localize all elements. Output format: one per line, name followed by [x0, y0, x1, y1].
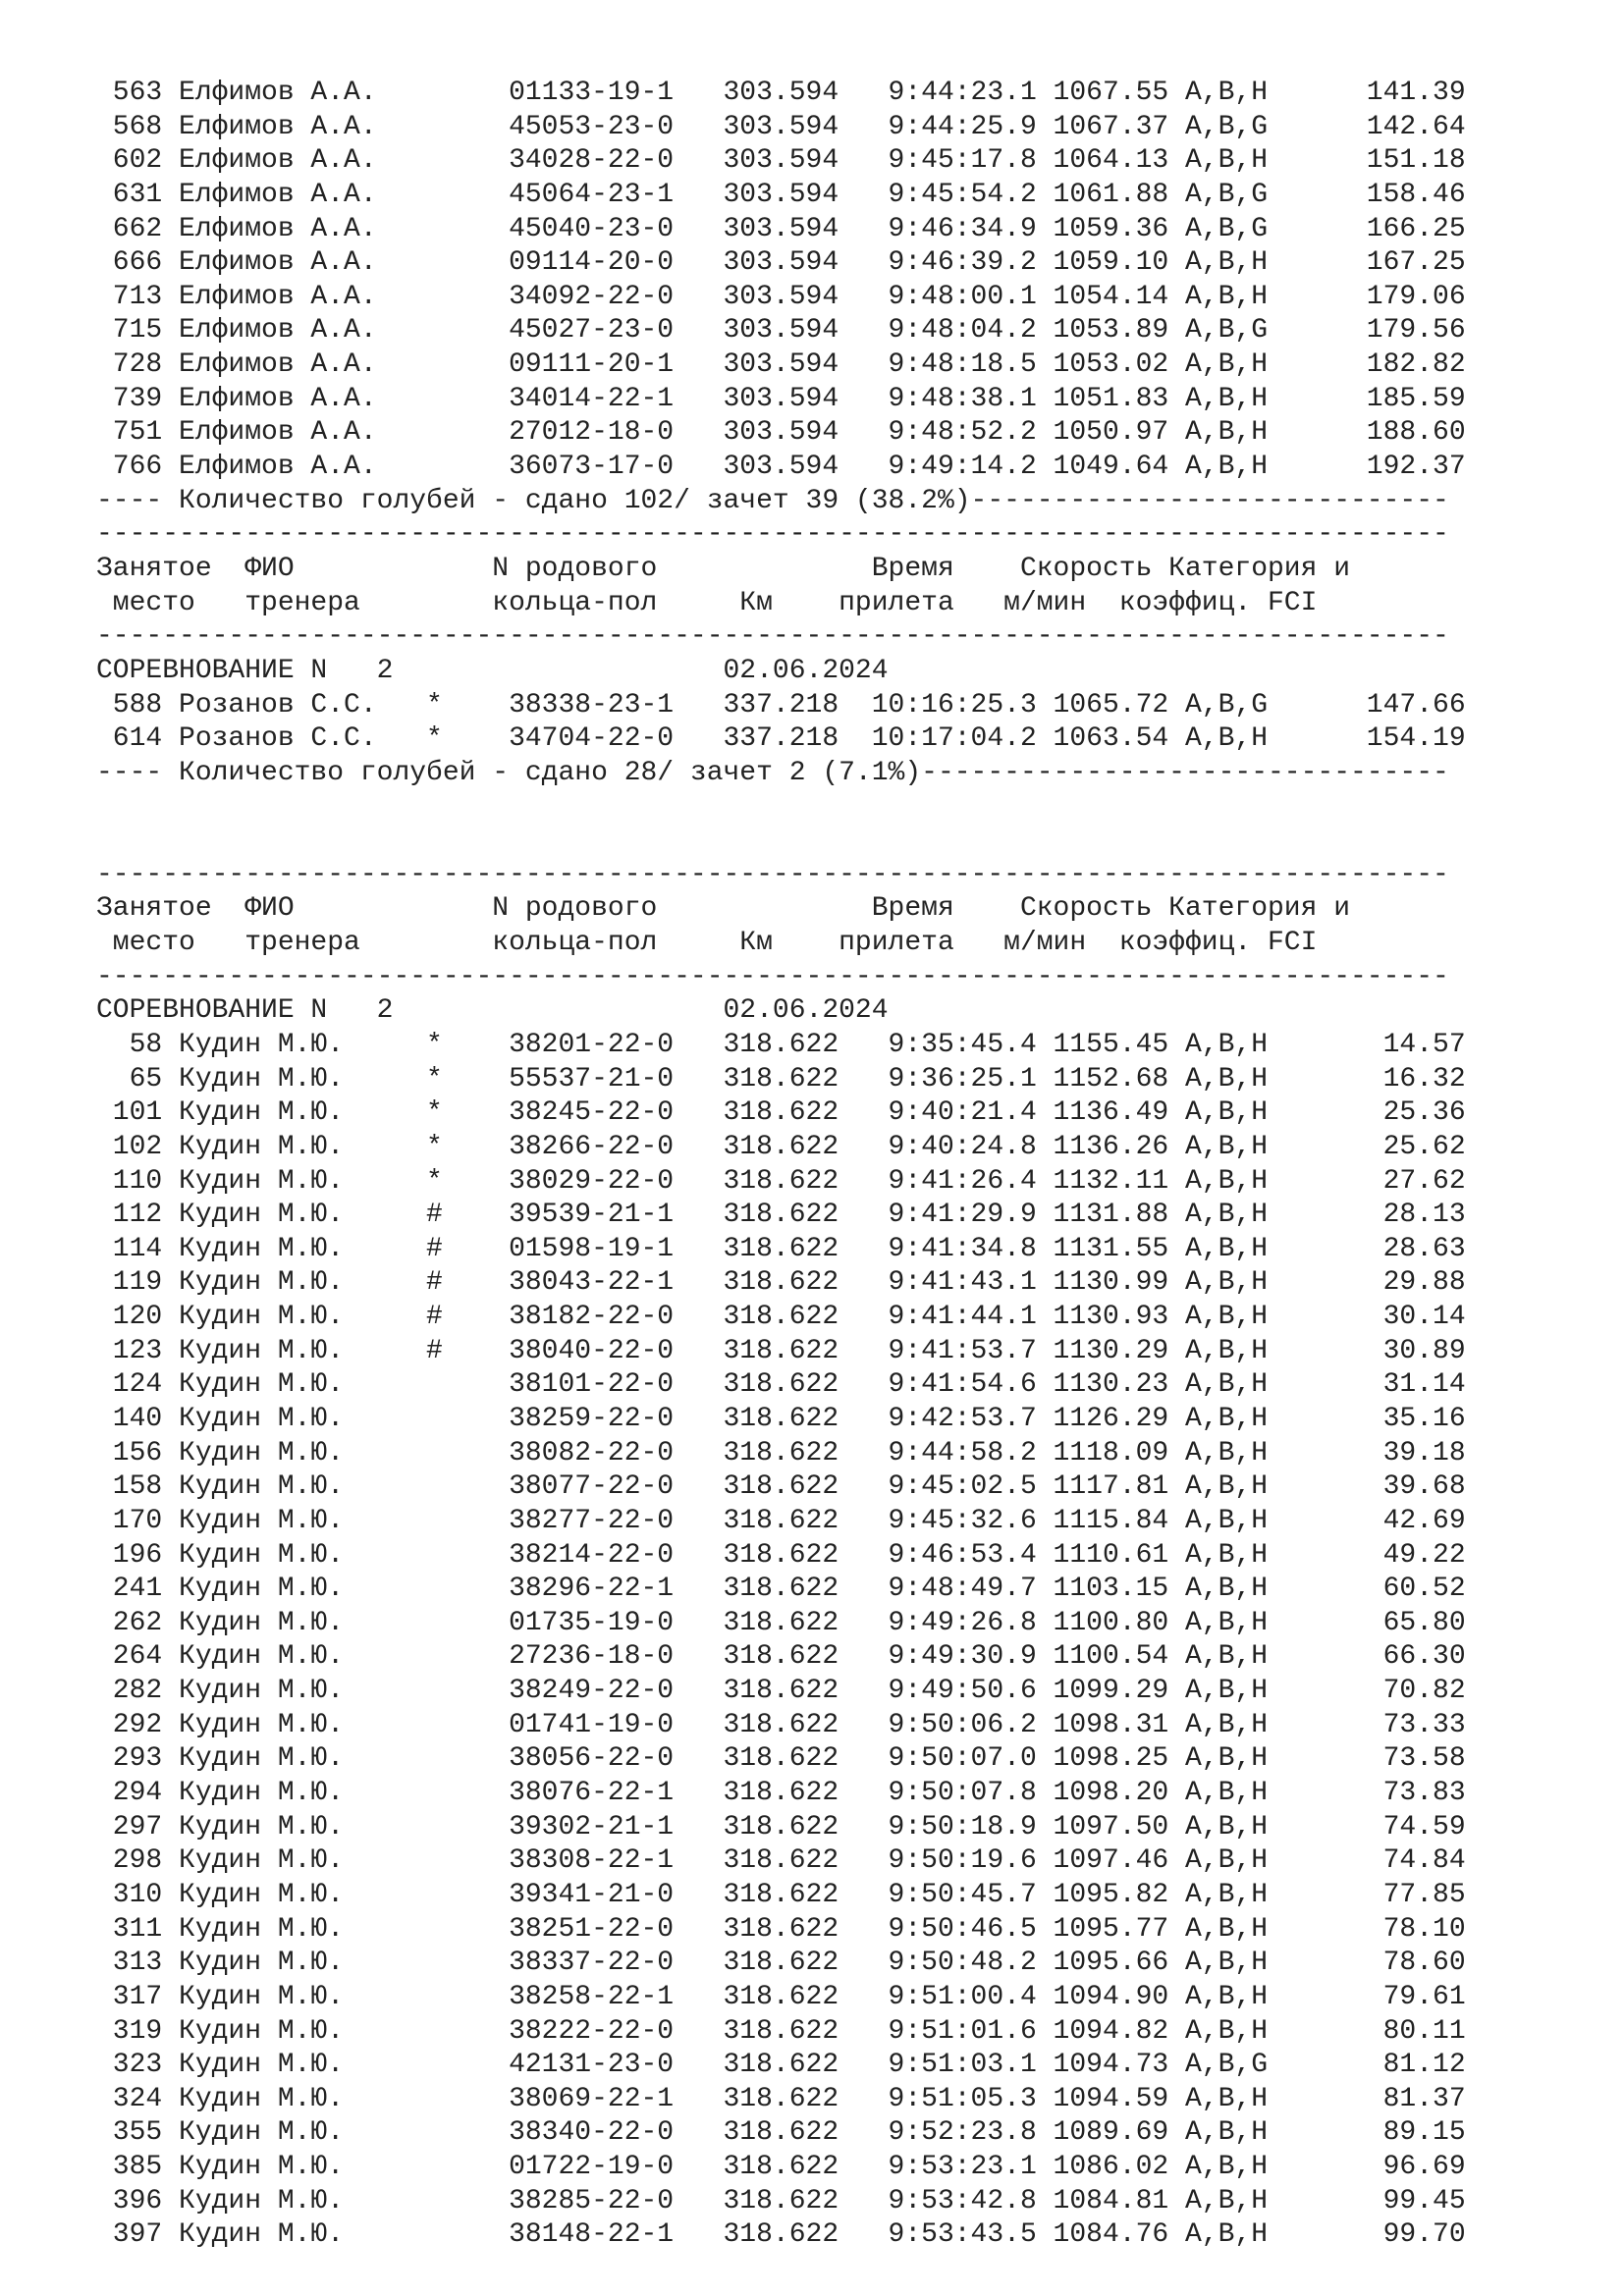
result-row: 264 Кудин М.Ю. 27236-18-0 318.622 9:49:30.9 1100.54 A,B,H 66.30	[96, 1641, 1466, 1673]
results-document	[96, 77, 1466, 2253]
result-row: 385 Кудин М.Ю. 01722-19-0 318.622 9:53:23.1 1086.02 A,B,H 96.69	[96, 2152, 1466, 2183]
result-row: 101 Кудин М.Ю. * 38245-22-0 318.622 9:40:21.4 1136.49 A,B,H 25.36	[96, 1097, 1466, 1129]
result-row: 311 Кудин М.Ю. 38251-22-0 318.622 9:50:46.5 1095.77 A,B,H 78.10	[96, 1913, 1466, 1945]
result-row: 196 Кудин М.Ю. 38214-22-0 318.622 9:46:53.4 1110.61 A,B,H 49.22	[96, 1539, 1466, 1571]
result-row: 715 Елфимов А.А. 45027-23-0 303.594 9:48:04.2 1053.89 A,B,G 179.56	[96, 315, 1466, 347]
result-row: 602 Елфимов А.А. 34028-22-0 303.594 9:45:17.8 1064.13 A,B,H 151.18	[96, 145, 1466, 177]
result-row: 170 Кудин М.Ю. 38277-22-0 318.622 9:45:32.6 1115.84 A,B,H 42.69	[96, 1505, 1466, 1536]
summary-line: ---- Количество голубей - сдано 102/ зачет 39 (38.2%)-----------------------------	[96, 485, 1449, 516]
result-row: 298 Кудин М.Ю. 38308-22-1 318.622 9:50:19.6 1097.46 A,B,H 74.84	[96, 1845, 1466, 1877]
result-row: 662 Елфимов А.А. 45040-23-0 303.594 9:46:34.9 1059.36 A,B,G 166.25	[96, 213, 1466, 244]
competition-line: СОРЕВНОВАНИЕ N 2 02.06.2024	[96, 655, 889, 686]
result-row: 319 Кудин М.Ю. 38222-22-0 318.622 9:51:01.6 1094.82 A,B,H 80.11	[96, 2015, 1466, 2047]
result-row: 112 Кудин М.Ю. # 39539-21-1 318.622 9:41:29.9 1131.88 A,B,H 28.13	[96, 1200, 1466, 1231]
result-row: 563 Елфимов А.А. 01133-19-1 303.594 9:44:23.1 1067.55 A,B,H 141.39	[96, 78, 1466, 108]
result-row: 588 Розанов С.С. * 38338-23-1 337.218 10:16:25.3 1065.72 A,B,G 147.66	[96, 689, 1466, 721]
result-row: 317 Кудин М.Ю. 38258-22-1 318.622 9:51:00.4 1094.90 A,B,H 79.61	[96, 1981, 1466, 2012]
result-row: 58 Кудин М.Ю. * 38201-22-0 318.622 9:35:45.4 1155.45 A,B,H 14.57	[96, 1029, 1466, 1060]
result-row: 294 Кудин М.Ю. 38076-22-1 318.622 9:50:07.8 1098.20 A,B,H 73.83	[96, 1778, 1466, 1809]
blank-line	[96, 790, 1466, 825]
result-row: 241 Кудин М.Ю. 38296-22-1 318.622 9:48:49.7 1103.15 A,B,H 60.52	[96, 1574, 1466, 1605]
result-row: 310 Кудин М.Ю. 39341-21-0 318.622 9:50:45.7 1095.82 A,B,H 77.85	[96, 1879, 1466, 1910]
result-row: 568 Елфимов А.А. 45053-23-0 303.594 9:44:25.9 1067.37 A,B,G 142.64	[96, 111, 1466, 142]
result-row: 313 Кудин М.Ю. 38337-22-0 318.622 9:50:48.2 1095.66 A,B,H 78.60	[96, 1948, 1466, 1979]
column-header-line: место тренера кольца-пол Км прилета м/мин коэффиц. FCI	[96, 928, 1318, 959]
result-row: 713 Елфимов А.А. 34092-22-0 303.594 9:48:00.1 1054.14 A,B,H 179.06	[96, 281, 1466, 312]
result-row: 766 Елфимов А.А. 36073-17-0 303.594 9:49:14.2 1049.64 A,B,H 192.37	[96, 452, 1466, 483]
result-row: 140 Кудин М.Ю. 38259-22-0 318.622 9:42:53.7 1126.29 A,B,H 35.16	[96, 1403, 1466, 1434]
result-row: 728 Елфимов А.А. 09111-20-1 303.594 9:48:18.5 1053.02 A,B,H 182.82	[96, 349, 1466, 381]
result-row: 65 Кудин М.Ю. * 55537-21-0 318.622 9:36:25.1 1152.68 A,B,H 16.32	[96, 1063, 1466, 1095]
result-row: 324 Кудин М.Ю. 38069-22-1 318.622 9:51:05.3 1094.59 A,B,H 81.37	[96, 2083, 1466, 2114]
result-row: 156 Кудин М.Ю. 38082-22-0 318.622 9:44:58.2 1118.09 A,B,H 39.18	[96, 1437, 1466, 1468]
result-row: 124 Кудин М.Ю. 38101-22-0 318.622 9:41:54.6 1130.23 A,B,H 31.14	[96, 1369, 1466, 1401]
separator-line: ----------------------------------------------------------------------------------	[96, 621, 1449, 653]
result-row: 282 Кудин М.Ю. 38249-22-0 318.622 9:49:50.6 1099.29 A,B,H 70.82	[96, 1676, 1466, 1707]
result-row: 751 Елфимов А.А. 27012-18-0 303.594 9:48:52.2 1050.97 A,B,H 188.60	[96, 417, 1466, 449]
result-row: 114 Кудин М.Ю. # 01598-19-1 318.622 9:41:34.8 1131.55 A,B,H 28.63	[96, 1233, 1466, 1264]
competition-line: СОРЕВНОВАНИЕ N 2 02.06.2024	[96, 995, 889, 1027]
result-row: 102 Кудин М.Ю. * 38266-22-0 318.622 9:40:24.8 1136.26 A,B,H 25.62	[96, 1131, 1466, 1162]
column-header-line: место тренера кольца-пол Км прилета м/мин коэффиц. FCI	[96, 587, 1318, 618]
separator-line: ----------------------------------------------------------------------------------	[96, 961, 1449, 992]
result-row: 110 Кудин М.Ю. * 38029-22-0 318.622 9:41:26.4 1132.11 A,B,H 27.62	[96, 1165, 1466, 1197]
result-row: 293 Кудин М.Ю. 38056-22-0 318.622 9:50:07.0 1098.25 A,B,H 73.58	[96, 1743, 1466, 1775]
result-row: 631 Елфимов А.А. 45064-23-1 303.594 9:45:54.2 1061.88 A,B,G 158.46	[96, 179, 1466, 210]
result-row: 396 Кудин М.Ю. 38285-22-0 318.622 9:53:42.8 1084.81 A,B,H 99.45	[96, 2185, 1466, 2216]
result-row: 355 Кудин М.Ю. 38340-22-0 318.622 9:52:23.8 1089.69 A,B,H 89.15	[96, 2117, 1466, 2149]
column-header-line: Занятое ФИО N родового Время Скорость Категория и	[96, 553, 1351, 584]
result-row: 120 Кудин М.Ю. # 38182-22-0 318.622 9:41:44.1 1130.93 A,B,H 30.14	[96, 1302, 1466, 1333]
result-row: 323 Кудин М.Ю. 42131-23-0 318.622 9:51:03.1 1094.73 A,B,G 81.12	[96, 2050, 1466, 2081]
result-row: 292 Кудин М.Ю. 01741-19-0 318.622 9:50:06.2 1098.31 A,B,H 73.33	[96, 1709, 1466, 1740]
separator-line: ----------------------------------------------------------------------------------	[96, 859, 1449, 890]
result-row: 262 Кудин М.Ю. 01735-19-0 318.622 9:49:26.8 1100.80 A,B,H 65.80	[96, 1607, 1466, 1638]
result-row: 397 Кудин М.Ю. 38148-22-1 318.622 9:53:43.5 1084.76 A,B,H 99.70	[96, 2219, 1466, 2251]
column-header-line: Занятое ФИО N родового Время Скорость Категория и	[96, 893, 1351, 925]
result-row: 666 Елфимов А.А. 09114-20-0 303.594 9:46:39.2 1059.10 A,B,H 167.25	[96, 247, 1466, 279]
result-row: 123 Кудин М.Ю. # 38040-22-0 318.622 9:41:53.7 1130.29 A,B,H 30.89	[96, 1335, 1466, 1366]
result-row: 297 Кудин М.Ю. 39302-21-1 318.622 9:50:18.9 1097.50 A,B,H 74.59	[96, 1811, 1466, 1842]
result-row: 119 Кудин М.Ю. # 38043-22-1 318.622 9:41:43.1 1130.99 A,B,H 29.88	[96, 1267, 1466, 1299]
result-row: 739 Елфимов А.А. 34014-22-1 303.594 9:48:38.1 1051.83 A,B,H 185.59	[96, 383, 1466, 414]
summary-line: ---- Количество голубей - сдано 28/ зачет 2 (7.1%)--------------------------------	[96, 757, 1449, 788]
result-row: 614 Розанов С.С. * 34704-22-0 337.218 10:17:04.2 1063.54 A,B,H 154.19	[96, 723, 1466, 755]
result-row: 158 Кудин М.Ю. 38077-22-0 318.622 9:45:02.5 1117.81 A,B,H 39.68	[96, 1471, 1466, 1503]
blank-line	[96, 825, 1466, 859]
separator-line: ----------------------------------------------------------------------------------	[96, 519, 1449, 551]
